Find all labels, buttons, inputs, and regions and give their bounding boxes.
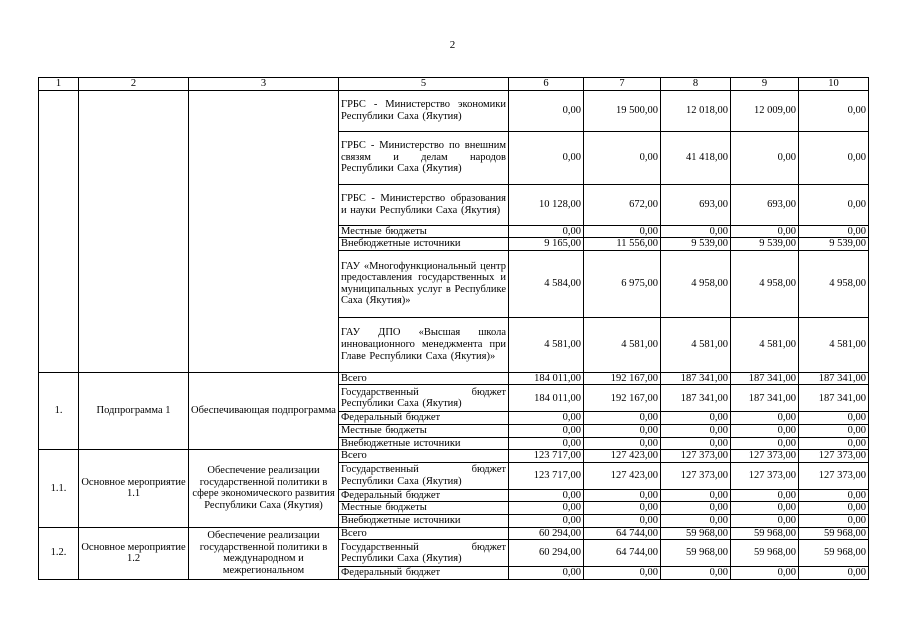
value-cell: 9 539,00 xyxy=(731,238,799,251)
row-label: ГАУ ДПО «Высшая школа инновационного менеджмента при Главе Республики Саха (Якутия)» xyxy=(339,317,509,372)
value-cell: 64 744,00 xyxy=(584,540,661,567)
item-name: Подпрограмма 1 xyxy=(79,372,189,449)
row-label: Всего xyxy=(339,450,509,463)
value-cell: 123 717,00 xyxy=(509,462,584,489)
col-header: 9 xyxy=(731,78,799,91)
value-cell: 0,00 xyxy=(584,514,661,527)
value-cell: 0,00 xyxy=(799,489,869,502)
value-cell: 187 341,00 xyxy=(799,385,869,412)
row-label: Всего xyxy=(339,372,509,385)
value-cell: 127 373,00 xyxy=(731,462,799,489)
value-cell: 12 009,00 xyxy=(731,90,799,131)
value-cell: 0,00 xyxy=(799,424,869,437)
value-cell: 192 167,00 xyxy=(584,385,661,412)
col-header: 5 xyxy=(339,78,509,91)
value-cell: 0,00 xyxy=(509,225,584,238)
col-header: 6 xyxy=(509,78,584,91)
value-cell: 59 968,00 xyxy=(661,540,731,567)
col-header: 7 xyxy=(584,78,661,91)
value-cell: 4 584,00 xyxy=(509,250,584,317)
value-cell: 0,00 xyxy=(661,502,731,515)
value-cell: 123 717,00 xyxy=(509,450,584,463)
value-cell: 0,00 xyxy=(661,514,731,527)
value-cell: 0,00 xyxy=(584,225,661,238)
value-cell: 187 341,00 xyxy=(661,385,731,412)
value-cell: 0,00 xyxy=(799,514,869,527)
value-cell: 0,00 xyxy=(661,437,731,450)
item-description: Обеспечение реализации государственной политики в международном и межрегиональном xyxy=(189,527,339,579)
value-cell: 187 341,00 xyxy=(731,372,799,385)
value-cell: 0,00 xyxy=(509,567,584,580)
blank-cell-num xyxy=(39,90,79,372)
col-header: 3 xyxy=(189,78,339,91)
value-cell: 60 294,00 xyxy=(509,540,584,567)
col-header: 10 xyxy=(799,78,869,91)
row-label: ГАУ «Многофункциональный центр предоставления государственных и муниципальных услуг в Республике Саха (Якутия)» xyxy=(339,250,509,317)
value-cell: 187 341,00 xyxy=(799,372,869,385)
value-cell: 4 581,00 xyxy=(799,317,869,372)
value-cell: 0,00 xyxy=(661,225,731,238)
row-label: Местные бюджеты xyxy=(339,225,509,238)
value-cell: 4 581,00 xyxy=(584,317,661,372)
value-cell: 0,00 xyxy=(509,489,584,502)
row-label: Государственный бюджет Республики Саха (Якутия) xyxy=(339,540,509,567)
value-cell: 59 968,00 xyxy=(799,527,869,540)
table-row xyxy=(39,527,869,540)
value-cell: 12 018,00 xyxy=(661,90,731,131)
value-cell: 0,00 xyxy=(661,412,731,425)
value-cell: 4 958,00 xyxy=(731,250,799,317)
value-cell: 9 165,00 xyxy=(509,238,584,251)
budget-table xyxy=(38,77,869,580)
value-cell: 0,00 xyxy=(584,567,661,580)
value-cell: 0,00 xyxy=(731,489,799,502)
value-cell: 127 423,00 xyxy=(584,462,661,489)
item-number: 1.2. xyxy=(39,527,79,579)
row-label: Местные бюджеты xyxy=(339,502,509,515)
value-cell: 127 373,00 xyxy=(731,450,799,463)
value-cell: 693,00 xyxy=(661,184,731,225)
value-cell: 693,00 xyxy=(731,184,799,225)
value-cell: 0,00 xyxy=(661,567,731,580)
value-cell: 0,00 xyxy=(731,437,799,450)
table-row xyxy=(39,372,869,385)
value-cell: 127 373,00 xyxy=(799,450,869,463)
value-cell: 0,00 xyxy=(509,502,584,515)
value-cell: 0,00 xyxy=(799,502,869,515)
row-label: Федеральный бюджет xyxy=(339,567,509,580)
value-cell: 19 500,00 xyxy=(584,90,661,131)
item-description: Обеспечение реализации государственной политики в сфере экономического развития Республики Саха (Якутия) xyxy=(189,450,339,527)
blank-cell-desc xyxy=(189,90,339,372)
value-cell: 0,00 xyxy=(731,412,799,425)
value-cell: 0,00 xyxy=(661,489,731,502)
item-number: 1.1. xyxy=(39,450,79,527)
row-label: Федеральный бюджет xyxy=(339,412,509,425)
value-cell: 64 744,00 xyxy=(584,527,661,540)
value-cell: 0,00 xyxy=(731,225,799,238)
value-cell: 0,00 xyxy=(731,514,799,527)
value-cell: 0,00 xyxy=(509,424,584,437)
value-cell: 187 341,00 xyxy=(661,372,731,385)
value-cell: 0,00 xyxy=(799,412,869,425)
item-number: 1. xyxy=(39,372,79,449)
value-cell: 10 128,00 xyxy=(509,184,584,225)
value-cell: 0,00 xyxy=(584,437,661,450)
value-cell: 0,00 xyxy=(509,437,584,450)
col-header: 1 xyxy=(39,78,79,91)
value-cell: 0,00 xyxy=(731,502,799,515)
row-label: Государственный бюджет Республики Саха (Якутия) xyxy=(339,462,509,489)
value-cell: 9 539,00 xyxy=(661,238,731,251)
value-cell: 0,00 xyxy=(731,424,799,437)
col-header: 8 xyxy=(661,78,731,91)
value-cell: 11 556,00 xyxy=(584,238,661,251)
value-cell: 127 373,00 xyxy=(661,450,731,463)
value-cell: 4 581,00 xyxy=(731,317,799,372)
value-cell: 59 968,00 xyxy=(661,527,731,540)
value-cell: 0,00 xyxy=(799,567,869,580)
row-label: Внебюджетные источники xyxy=(339,238,509,251)
row-label: ГРБС - Министерство по внешним связям и делам народов Республики Саха (Якутия) xyxy=(339,131,509,184)
col-header: 2 xyxy=(79,78,189,91)
value-cell: 0,00 xyxy=(584,131,661,184)
value-cell: 6 975,00 xyxy=(584,250,661,317)
value-cell: 184 011,00 xyxy=(509,385,584,412)
value-cell: 4 581,00 xyxy=(509,317,584,372)
item-name: Основное мероприятие 1.1 xyxy=(79,450,189,527)
value-cell: 0,00 xyxy=(509,131,584,184)
value-cell: 4 958,00 xyxy=(661,250,731,317)
value-cell: 0,00 xyxy=(584,424,661,437)
row-label: Федеральный бюджет xyxy=(339,489,509,502)
page-number: 2 xyxy=(449,39,456,51)
value-cell: 0,00 xyxy=(799,90,869,131)
value-cell: 41 418,00 xyxy=(661,131,731,184)
header-row xyxy=(39,78,869,91)
row-label: Местные бюджеты xyxy=(339,424,509,437)
row-label: Внебюджетные источники xyxy=(339,514,509,527)
value-cell: 0,00 xyxy=(584,489,661,502)
value-cell: 0,00 xyxy=(661,424,731,437)
value-cell: 0,00 xyxy=(731,131,799,184)
value-cell: 127 423,00 xyxy=(584,450,661,463)
row-label: Государственный бюджет Республики Саха (Якутия) xyxy=(339,385,509,412)
row-label: Всего xyxy=(339,527,509,540)
table-row xyxy=(39,450,869,463)
value-cell: 9 539,00 xyxy=(799,238,869,251)
row-label: ГРБС - Министерство образования и науки Республики Саха (Якутия) xyxy=(339,184,509,225)
value-cell: 0,00 xyxy=(509,90,584,131)
table-row xyxy=(39,90,869,131)
value-cell: 4 958,00 xyxy=(799,250,869,317)
row-label: ГРБС - Министерство экономики Республики Саха (Якутия) xyxy=(339,90,509,131)
value-cell: 0,00 xyxy=(799,437,869,450)
value-cell: 192 167,00 xyxy=(584,372,661,385)
value-cell: 127 373,00 xyxy=(799,462,869,489)
value-cell: 59 968,00 xyxy=(731,540,799,567)
value-cell: 60 294,00 xyxy=(509,527,584,540)
item-description: Обеспечивающая подпрограмма xyxy=(189,372,339,449)
value-cell: 0,00 xyxy=(799,131,869,184)
blank-cell-name xyxy=(79,90,189,372)
value-cell: 187 341,00 xyxy=(731,385,799,412)
value-cell: 59 968,00 xyxy=(731,527,799,540)
row-label: Внебюджетные источники xyxy=(339,437,509,450)
value-cell: 672,00 xyxy=(584,184,661,225)
value-cell: 59 968,00 xyxy=(799,540,869,567)
value-cell: 0,00 xyxy=(731,567,799,580)
value-cell: 0,00 xyxy=(584,502,661,515)
value-cell: 184 011,00 xyxy=(509,372,584,385)
value-cell: 0,00 xyxy=(509,514,584,527)
value-cell: 127 373,00 xyxy=(661,462,731,489)
value-cell: 0,00 xyxy=(799,225,869,238)
value-cell: 4 581,00 xyxy=(661,317,731,372)
value-cell: 0,00 xyxy=(584,412,661,425)
item-name: Основное мероприятие 1.2 xyxy=(79,527,189,579)
value-cell: 0,00 xyxy=(799,184,869,225)
value-cell: 0,00 xyxy=(509,412,584,425)
